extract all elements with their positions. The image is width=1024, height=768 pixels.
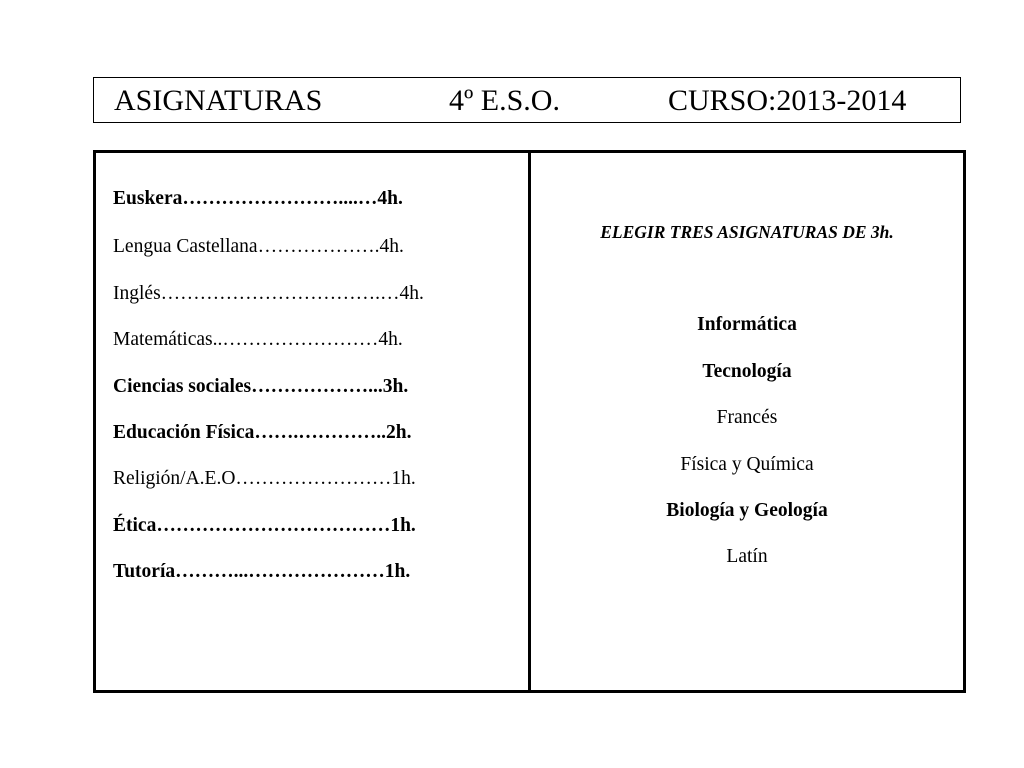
- title-level: 4º E.S.O.: [449, 84, 560, 117]
- subject-lengua-castellana: Lengua Castellana……………….4h.: [113, 236, 404, 257]
- elective-latin: Latín: [726, 546, 768, 567]
- subject-euskera: Euskera……………………....…4h.: [113, 188, 403, 209]
- subject-religion: Religión/A.E.O……………………1h.: [113, 468, 416, 489]
- elective-biologia-geologia: Biología y Geología: [666, 500, 828, 521]
- subject-ciencias-sociales: Ciencias sociales………………...3h.: [113, 376, 409, 397]
- elective-informatica: Informática: [697, 314, 797, 335]
- title-course: CURSO:2013-2014: [668, 84, 907, 117]
- subjects-table: [93, 150, 966, 693]
- title-subjects-label: ASIGNATURAS: [114, 84, 323, 117]
- subject-ingles: Inglés…………………………….…4h.: [113, 283, 424, 304]
- elective-frances: Francés: [716, 407, 778, 428]
- elective-tecnologia: Tecnología: [702, 361, 792, 382]
- subject-etica: Ética………………………………1h.: [113, 515, 416, 536]
- subject-tutoria: Tutoría………...…………………1h.: [113, 561, 411, 582]
- subject-matematicas: Matemáticas..……………………4h.: [113, 329, 403, 350]
- subject-educacion-fisica: Educación Física…….…………..2h.: [113, 422, 412, 443]
- electives-header: ELEGIR TRES ASIGNATURAS DE 3h.: [600, 222, 894, 242]
- title-bar: [93, 77, 961, 123]
- elective-fisica-quimica: Física y Química: [680, 454, 814, 475]
